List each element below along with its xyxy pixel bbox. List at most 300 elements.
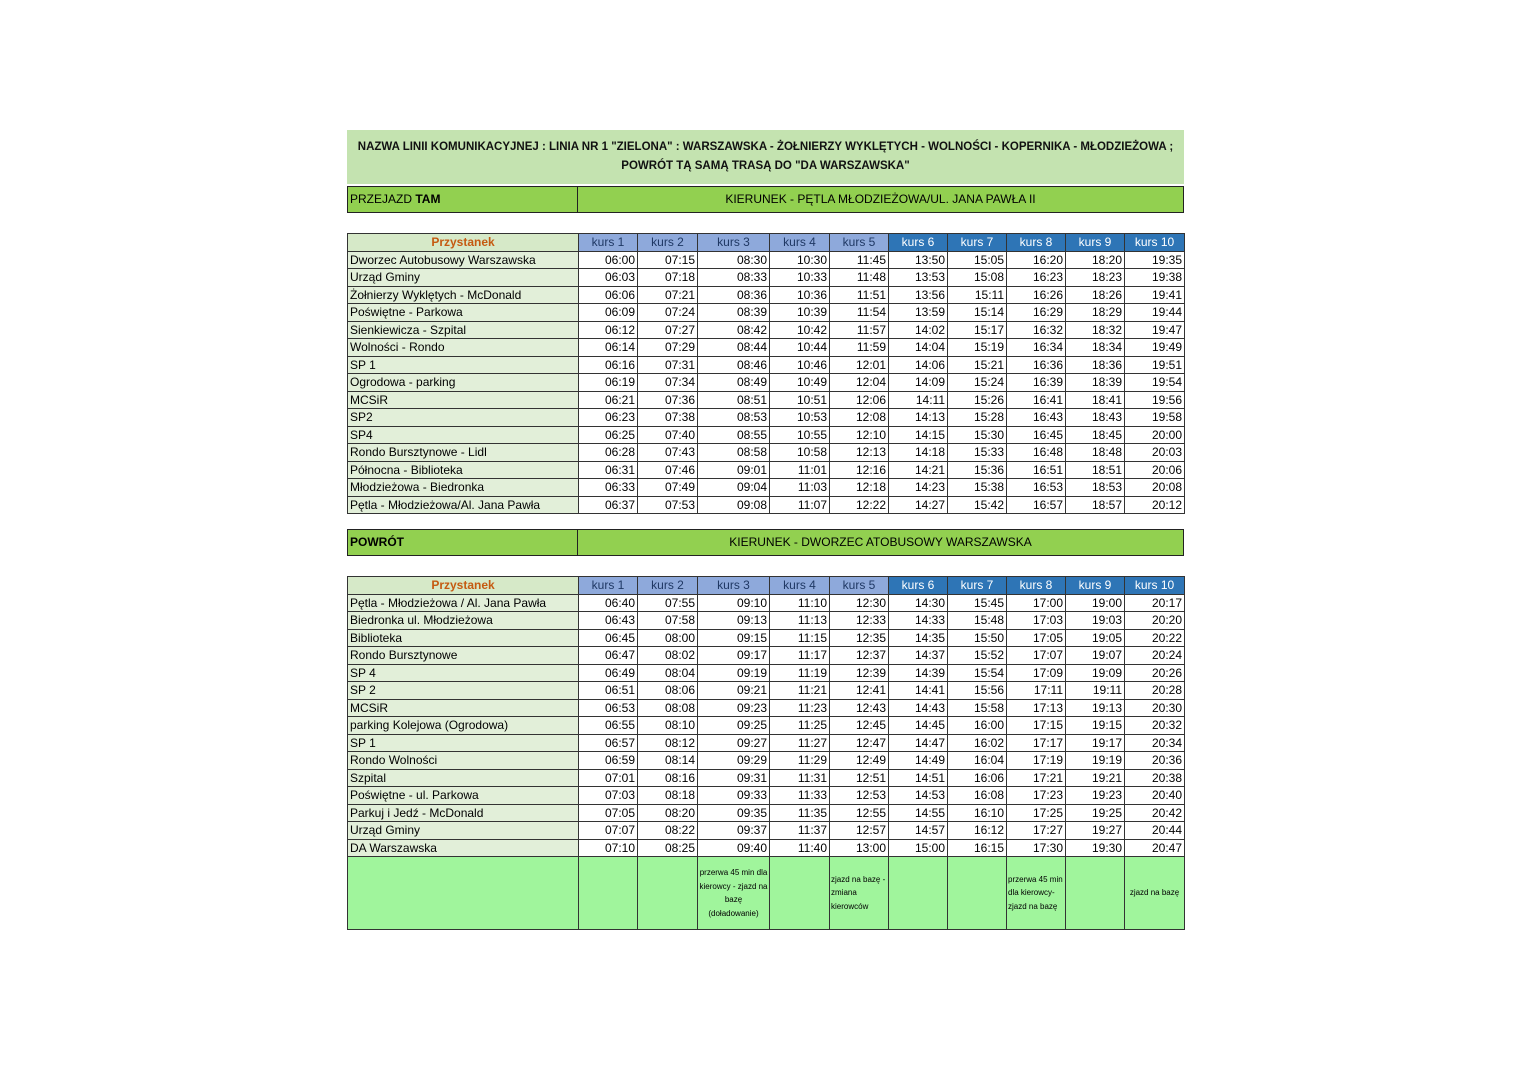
notes-row: [348, 857, 1185, 930]
departure-time: 12:33: [830, 612, 889, 630]
departure-time: 15:21: [948, 356, 1007, 374]
header-row: [348, 234, 1185, 252]
departure-time: 17:00: [1007, 594, 1066, 612]
departure-time: 08:51: [698, 391, 770, 409]
departure-time: 07:05: [579, 804, 638, 822]
departure-time: 17:07: [1007, 647, 1066, 665]
stop-name: SP 4: [348, 664, 579, 682]
departure-time: 06:21: [579, 391, 638, 409]
departure-time: 18:29: [1066, 304, 1125, 322]
departure-time: 12:39: [830, 664, 889, 682]
table-row: [348, 286, 1185, 304]
kurs-column-header: kurs 5: [830, 577, 889, 595]
departure-time: 19:13: [1066, 699, 1125, 717]
table-row: [348, 682, 1185, 700]
departure-time: 06:43: [579, 612, 638, 630]
departure-time: 07:31: [638, 356, 698, 374]
departure-time: 18:57: [1066, 496, 1125, 514]
note-cell: [770, 857, 830, 930]
departure-time: 09:37: [698, 822, 770, 840]
departure-time: 07:53: [638, 496, 698, 514]
kurs-column-header: kurs 2: [638, 234, 698, 252]
kurs-column-header: kurs 1: [579, 234, 638, 252]
stop-name: Pętla - Młodzieżowa / Al. Jana Pawła: [348, 594, 579, 612]
departure-time: 07:29: [638, 339, 698, 357]
departure-time: 16:48: [1007, 444, 1066, 462]
stop-name: Żołnierzy Wyklętych - McDonald: [348, 286, 579, 304]
departure-time: 15:14: [948, 304, 1007, 322]
departure-time: 13:53: [889, 269, 948, 287]
departure-time: 20:32: [1125, 717, 1185, 735]
table-row: [348, 374, 1185, 392]
departure-time: 14:13: [889, 409, 948, 427]
timetable-sheet: [347, 130, 1184, 930]
note-cell: [579, 857, 638, 930]
departure-time: 13:00: [830, 839, 889, 857]
note-cell: zjazd na bazę - zmiana kierowców: [830, 857, 889, 930]
departure-time: 15:24: [948, 374, 1007, 392]
stop-column-header: Przystanek: [348, 234, 579, 252]
departure-time: 09:33: [698, 787, 770, 805]
departure-time: 07:07: [579, 822, 638, 840]
departure-time: 20:26: [1125, 664, 1185, 682]
stop-name: Wolności - Rondo: [348, 339, 579, 357]
departure-time: 08:39: [698, 304, 770, 322]
stop-name: Sienkiewicza - Szpital: [348, 321, 579, 339]
departure-time: 15:52: [948, 647, 1007, 665]
departure-time: 08:02: [638, 647, 698, 665]
departure-time: 06:53: [579, 699, 638, 717]
stop-name: Rondo Bursztynowe - Lidl: [348, 444, 579, 462]
departure-time: 20:06: [1125, 461, 1185, 479]
departure-time: 10:42: [770, 321, 830, 339]
departure-time: 16:32: [1007, 321, 1066, 339]
departure-time: 15:36: [948, 461, 1007, 479]
table-row: [348, 752, 1185, 770]
departure-time: 17:19: [1007, 752, 1066, 770]
departure-time: 19:35: [1125, 251, 1185, 269]
departure-time: 14:27: [889, 496, 948, 514]
departure-time: 08:30: [698, 251, 770, 269]
departure-time: 10:58: [770, 444, 830, 462]
departure-time: 09:27: [698, 734, 770, 752]
departure-time: 14:43: [889, 699, 948, 717]
departure-time: 08:22: [638, 822, 698, 840]
departure-time: 12:35: [830, 629, 889, 647]
departure-time: 16:10: [948, 804, 1007, 822]
departure-time: 19:07: [1066, 647, 1125, 665]
departure-time: 14:23: [889, 479, 948, 497]
departure-time: 19:09: [1066, 664, 1125, 682]
departure-time: 15:19: [948, 339, 1007, 357]
departure-time: 09:19: [698, 664, 770, 682]
table-row: [348, 339, 1185, 357]
departure-time: 06:37: [579, 496, 638, 514]
departure-time: 20:40: [1125, 787, 1185, 805]
note-cell: [948, 857, 1007, 930]
departure-time: 12:43: [830, 699, 889, 717]
departure-time: 08:33: [698, 269, 770, 287]
departure-time: 19:21: [1066, 769, 1125, 787]
departure-time: 18:39: [1066, 374, 1125, 392]
kurs-column-header: kurs 8: [1007, 577, 1066, 595]
departure-time: 15:58: [948, 699, 1007, 717]
departure-time: 09:25: [698, 717, 770, 735]
departure-time: 15:28: [948, 409, 1007, 427]
departure-time: 12:49: [830, 752, 889, 770]
departure-time: 06:16: [579, 356, 638, 374]
departure-time: 16:41: [1007, 391, 1066, 409]
departure-time: 13:56: [889, 286, 948, 304]
section-label-there: [348, 187, 578, 212]
departure-time: 18:41: [1066, 391, 1125, 409]
stop-name: Poświętne - ul. Parkowa: [348, 787, 579, 805]
departure-time: 10:51: [770, 391, 830, 409]
departure-time: 10:46: [770, 356, 830, 374]
table-row: [348, 822, 1185, 840]
departure-time: 18:53: [1066, 479, 1125, 497]
departure-time: 18:51: [1066, 461, 1125, 479]
departure-time: 09:15: [698, 629, 770, 647]
departure-time: 08:25: [638, 839, 698, 857]
departure-time: 10:36: [770, 286, 830, 304]
departure-time: 15:48: [948, 612, 1007, 630]
departure-time: 06:49: [579, 664, 638, 682]
stop-name: SP4: [348, 426, 579, 444]
departure-time: 10:33: [770, 269, 830, 287]
departure-time: 12:30: [830, 594, 889, 612]
departure-time: 12:41: [830, 682, 889, 700]
departure-time: 20:12: [1125, 496, 1185, 514]
departure-time: 14:30: [889, 594, 948, 612]
departure-time: 16:04: [948, 752, 1007, 770]
departure-time: 12:47: [830, 734, 889, 752]
departure-time: 06:14: [579, 339, 638, 357]
departure-time: 11:17: [770, 647, 830, 665]
departure-time: 07:01: [579, 769, 638, 787]
table-row: [348, 734, 1185, 752]
stop-name: Parkuj i Jedź - McDonald: [348, 804, 579, 822]
table-row: [348, 787, 1185, 805]
departure-time: 12:53: [830, 787, 889, 805]
departure-time: 10:49: [770, 374, 830, 392]
departure-time: 19:05: [1066, 629, 1125, 647]
stop-name: Rondo Bursztynowe: [348, 647, 579, 665]
departure-time: 09:10: [698, 594, 770, 612]
stop-name: Dworzec Autobusowy Warszawska: [348, 251, 579, 269]
departure-time: 19:51: [1125, 356, 1185, 374]
departure-time: 18:32: [1066, 321, 1125, 339]
departure-time: 12:51: [830, 769, 889, 787]
departure-time: 20:22: [1125, 629, 1185, 647]
departure-time: 09:21: [698, 682, 770, 700]
departure-time: 19:19: [1066, 752, 1125, 770]
departure-time: 06:55: [579, 717, 638, 735]
stop-name: SP 1: [348, 356, 579, 374]
section-label-prefix: PRZEJAZD: [350, 192, 416, 206]
departure-time: 08:06: [638, 682, 698, 700]
departure-time: 06:03: [579, 269, 638, 287]
departure-time: 16:02: [948, 734, 1007, 752]
departure-time: 20:30: [1125, 699, 1185, 717]
departure-time: 08:55: [698, 426, 770, 444]
kurs-column-header: kurs 7: [948, 577, 1007, 595]
table-row: [348, 251, 1185, 269]
departure-time: 14:39: [889, 664, 948, 682]
departure-time: 07:03: [579, 787, 638, 805]
departure-time: 16:51: [1007, 461, 1066, 479]
departure-time: 06:45: [579, 629, 638, 647]
departure-time: 15:42: [948, 496, 1007, 514]
departure-time: 16:45: [1007, 426, 1066, 444]
departure-time: 19:47: [1125, 321, 1185, 339]
departure-time: 16:57: [1007, 496, 1066, 514]
departure-time: 11:37: [770, 822, 830, 840]
departure-time: 17:13: [1007, 699, 1066, 717]
section-label-bold: POWRÓT: [350, 535, 404, 549]
departure-time: 15:08: [948, 269, 1007, 287]
departure-time: 14:41: [889, 682, 948, 700]
departure-time: 07:38: [638, 409, 698, 427]
departure-time: 08:10: [638, 717, 698, 735]
table-row: [348, 409, 1185, 427]
departure-time: 15:26: [948, 391, 1007, 409]
departure-time: 06:40: [579, 594, 638, 612]
departure-time: 16:26: [1007, 286, 1066, 304]
table-row: [348, 496, 1185, 514]
line-title: [347, 130, 1184, 184]
stop-name: Szpital: [348, 769, 579, 787]
stop-name: SP 2: [348, 682, 579, 700]
departure-time: 19:23: [1066, 787, 1125, 805]
departure-time: 15:56: [948, 682, 1007, 700]
section-header-there: [347, 186, 1184, 213]
departure-time: 06:31: [579, 461, 638, 479]
section-label-back: [348, 530, 578, 555]
departure-time: 09:04: [698, 479, 770, 497]
departure-time: 17:15: [1007, 717, 1066, 735]
stop-name: Północna - Biblioteka: [348, 461, 579, 479]
departure-time: 09:23: [698, 699, 770, 717]
departure-time: 20:03: [1125, 444, 1185, 462]
departure-time: 18:45: [1066, 426, 1125, 444]
departure-time: 07:18: [638, 269, 698, 287]
table-row: [348, 839, 1185, 857]
note-cell: [348, 857, 579, 930]
departure-time: 12:13: [830, 444, 889, 462]
departure-time: 08:18: [638, 787, 698, 805]
kurs-column-header: kurs 9: [1066, 577, 1125, 595]
section-label-bold: TAM: [415, 192, 441, 206]
departure-time: 19:49: [1125, 339, 1185, 357]
departure-time: 14:53: [889, 787, 948, 805]
departure-time: 19:38: [1125, 269, 1185, 287]
departure-time: 11:25: [770, 717, 830, 735]
departure-time: 19:54: [1125, 374, 1185, 392]
timetable-there: [347, 233, 1185, 514]
departure-time: 19:17: [1066, 734, 1125, 752]
departure-time: 12:04: [830, 374, 889, 392]
departure-time: 14:55: [889, 804, 948, 822]
departure-time: 17:17: [1007, 734, 1066, 752]
departure-time: 18:34: [1066, 339, 1125, 357]
departure-time: 08:46: [698, 356, 770, 374]
departure-time: 20:20: [1125, 612, 1185, 630]
departure-time: 14:37: [889, 647, 948, 665]
departure-time: 16:23: [1007, 269, 1066, 287]
kurs-column-header: kurs 10: [1125, 234, 1185, 252]
departure-time: 09:01: [698, 461, 770, 479]
stop-name: DA Warszawska: [348, 839, 579, 857]
departure-time: 06:47: [579, 647, 638, 665]
departure-time: 15:00: [889, 839, 948, 857]
departure-time: 18:23: [1066, 269, 1125, 287]
departure-time: 09:31: [698, 769, 770, 787]
kurs-column-header: kurs 8: [1007, 234, 1066, 252]
kurs-column-header: kurs 4: [770, 577, 830, 595]
section-header-back: [347, 529, 1184, 556]
departure-time: 15:11: [948, 286, 1007, 304]
departure-time: 15:30: [948, 426, 1007, 444]
departure-time: 20:28: [1125, 682, 1185, 700]
table-row: [348, 444, 1185, 462]
departure-time: 09:29: [698, 752, 770, 770]
departure-time: 07:34: [638, 374, 698, 392]
departure-time: 17:30: [1007, 839, 1066, 857]
departure-time: 07:15: [638, 251, 698, 269]
stop-name: Ogrodowa - parking: [348, 374, 579, 392]
departure-time: 12:45: [830, 717, 889, 735]
departure-time: 19:11: [1066, 682, 1125, 700]
table-row: [348, 612, 1185, 630]
kurs-column-header: kurs 5: [830, 234, 889, 252]
departure-time: 07:36: [638, 391, 698, 409]
direction-there: KIERUNEK - PĘTLA MŁODZIEŻOWA/UL. JANA PAWŁA II: [578, 187, 1183, 212]
departure-time: 07:40: [638, 426, 698, 444]
departure-time: 14:06: [889, 356, 948, 374]
departure-time: 16:34: [1007, 339, 1066, 357]
departure-time: 11:40: [770, 839, 830, 857]
departure-time: 06:09: [579, 304, 638, 322]
departure-time: 11:13: [770, 612, 830, 630]
departure-time: 11:48: [830, 269, 889, 287]
departure-time: 08:53: [698, 409, 770, 427]
spacer: [347, 514, 1184, 527]
departure-time: 11:23: [770, 699, 830, 717]
departure-time: 13:59: [889, 304, 948, 322]
note-cell: przerwa 45 min dla kierowcy- zjazd na bazę: [1007, 857, 1066, 930]
departure-time: 14:47: [889, 734, 948, 752]
departure-time: 19:56: [1125, 391, 1185, 409]
departure-time: 12:10: [830, 426, 889, 444]
departure-time: 15:17: [948, 321, 1007, 339]
spacer: [347, 213, 1184, 233]
departure-time: 15:45: [948, 594, 1007, 612]
timetable-back: [347, 576, 1185, 930]
departure-time: 14:15: [889, 426, 948, 444]
departure-time: 09:08: [698, 496, 770, 514]
departure-time: 20:34: [1125, 734, 1185, 752]
departure-time: 07:58: [638, 612, 698, 630]
table-row: [348, 321, 1185, 339]
departure-time: 11:19: [770, 664, 830, 682]
departure-time: 11:21: [770, 682, 830, 700]
departure-time: 12:16: [830, 461, 889, 479]
departure-time: 17:05: [1007, 629, 1066, 647]
departure-time: 12:06: [830, 391, 889, 409]
table-row: [348, 479, 1185, 497]
departure-time: 06:25: [579, 426, 638, 444]
departure-time: 06:12: [579, 321, 638, 339]
stop-name: SP 1: [348, 734, 579, 752]
departure-time: 08:08: [638, 699, 698, 717]
departure-time: 08:58: [698, 444, 770, 462]
departure-time: 15:33: [948, 444, 1007, 462]
note-cell: zjazd na bazę: [1125, 857, 1185, 930]
departure-time: 07:27: [638, 321, 698, 339]
departure-time: 08:12: [638, 734, 698, 752]
departure-time: 11:45: [830, 251, 889, 269]
departure-time: 06:51: [579, 682, 638, 700]
departure-time: 16:20: [1007, 251, 1066, 269]
departure-time: 07:46: [638, 461, 698, 479]
stop-name: Urząd Gminy: [348, 822, 579, 840]
stop-name: parking Kolejowa (Ogrodowa): [348, 717, 579, 735]
departure-time: 12:01: [830, 356, 889, 374]
spacer: [347, 556, 1184, 576]
departure-time: 10:39: [770, 304, 830, 322]
stop-name: Biedronka ul. Młodzieżowa: [348, 612, 579, 630]
departure-time: 14:51: [889, 769, 948, 787]
departure-time: 17:03: [1007, 612, 1066, 630]
departure-time: 12:08: [830, 409, 889, 427]
table-row: [348, 356, 1185, 374]
departure-time: 17:27: [1007, 822, 1066, 840]
departure-time: 20:38: [1125, 769, 1185, 787]
departure-time: 10:30: [770, 251, 830, 269]
departure-time: 16:08: [948, 787, 1007, 805]
departure-time: 19:03: [1066, 612, 1125, 630]
table-row: [348, 629, 1185, 647]
stop-name: MCSiR: [348, 699, 579, 717]
departure-time: 14:35: [889, 629, 948, 647]
stop-name: Pętla - Młodzieżowa/Al. Jana Pawła: [348, 496, 579, 514]
direction-back: KIERUNEK - DWORZEC ATOBUSOWY WARSZAWSKA: [578, 530, 1183, 555]
stop-column-header: Przystanek: [348, 577, 579, 595]
departure-time: 18:48: [1066, 444, 1125, 462]
departure-time: 15:05: [948, 251, 1007, 269]
note-cell: [1066, 857, 1125, 930]
departure-time: 20:00: [1125, 426, 1185, 444]
departure-time: 16:39: [1007, 374, 1066, 392]
departure-time: 17:21: [1007, 769, 1066, 787]
departure-time: 20:36: [1125, 752, 1185, 770]
departure-time: 14:02: [889, 321, 948, 339]
departure-time: 20:42: [1125, 804, 1185, 822]
table-row: [348, 664, 1185, 682]
departure-time: 16:53: [1007, 479, 1066, 497]
kurs-column-header: kurs 7: [948, 234, 1007, 252]
departure-time: 18:43: [1066, 409, 1125, 427]
departure-time: 17:25: [1007, 804, 1066, 822]
departure-time: 06:57: [579, 734, 638, 752]
departure-time: 11:03: [770, 479, 830, 497]
table-row: [348, 391, 1185, 409]
stop-name: Urząd Gminy: [348, 269, 579, 287]
departure-time: 08:42: [698, 321, 770, 339]
stop-name: Rondo Wolności: [348, 752, 579, 770]
departure-time: 12:22: [830, 496, 889, 514]
